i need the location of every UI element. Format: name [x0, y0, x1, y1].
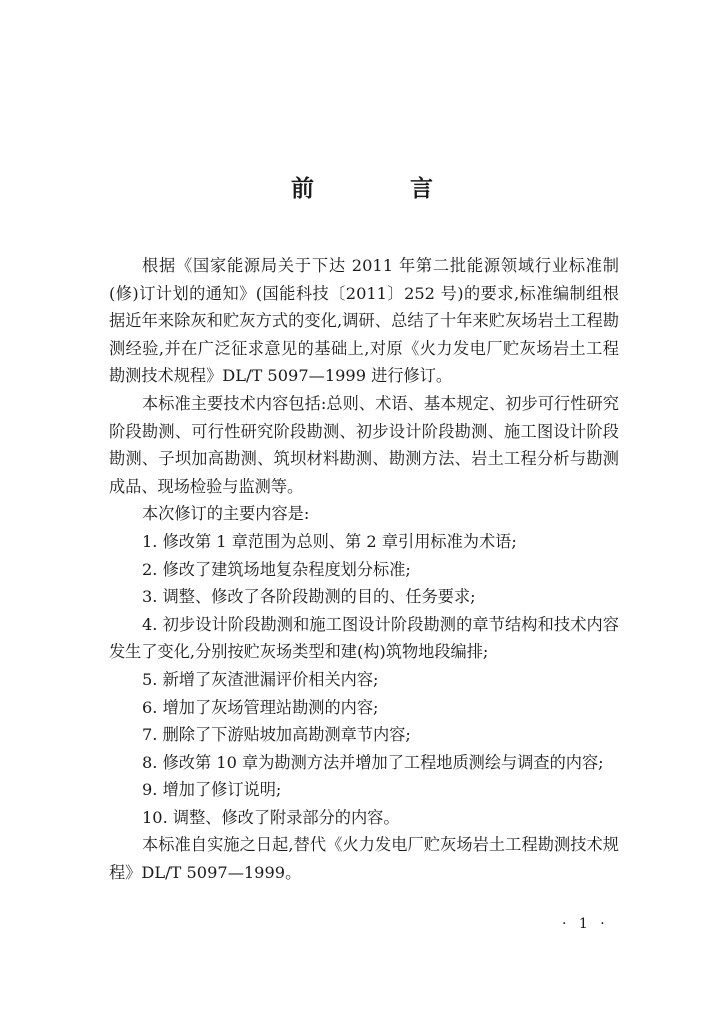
paragraph-replacement: 本标准自实施之日起,替代《火力发电厂贮灰场岩土工程勘测技术规程》DL/T 5097—1999。 — [109, 835, 619, 883]
body-text — [109, 252, 619, 887]
revision-item-7: 7. 删除了下游贴坡加高勘测章节内容; — [142, 725, 411, 745]
revision-item-5: 5. 新增了灰渣泄漏评价相关内容; — [142, 669, 379, 689]
page-number: · 1 · — [562, 916, 609, 932]
paragraph-revision-intro: 本次修订的主要内容是: — [142, 504, 310, 524]
revision-item-8: 8. 修改第 10 章为勘测方法并增加了工程地质测绘与调查的内容; — [142, 752, 604, 772]
paragraph-main-contents: 本标准主要技术内容包括:总则、术语、基本规定、初步可行性研究阶段勘测、可行性研究阶段勘测、初步设计阶段勘测、施工图设计阶段勘测、子坝加高勘测、筑坝材料勘测、勘测方法、岩土工程分析与勘测成品、现场检验与监测等。 — [109, 393, 619, 496]
paragraph-basis: 根据《国家能源局关于下达 2011 年第二批能源领域行业标准制(修)订计划的通知》(国能科技〔2011〕252 号)的要求,标准编制组根据近年来除灰和贮灰方式的变化,调研、总结了十年来贮灰场岩土工程勘测经验,并在广泛征求意见的基础上,对原《火力发电厂贮灰场岩土工程勘测技术规程》DL/T 5097—1999 进行修订。 — [109, 256, 619, 386]
page-title: 前 言 — [290, 176, 477, 202]
revision-item-4: 4. 初步设计阶段勘测和施工图设计阶段勘测的章节结构和技术内容发生了变化,分别按贮灰场类型和建(构)筑物地段编排; — [109, 614, 619, 662]
revision-item-10: 10. 调整、修改了附录部分的内容。 — [142, 807, 400, 827]
revision-item-1: 1. 修改第 1 章范围为总则、第 2 章引用标准为术语; — [142, 531, 517, 551]
revision-item-6: 6. 增加了灰场管理站勘测的内容; — [142, 697, 379, 717]
revision-item-3: 3. 调整、修改了各阶段勘测的目的、任务要求; — [142, 587, 476, 607]
revision-item-9: 9. 增加了修订说明; — [142, 780, 282, 800]
revision-item-2: 2. 修改了建筑场地复杂程度划分标准; — [142, 559, 411, 579]
